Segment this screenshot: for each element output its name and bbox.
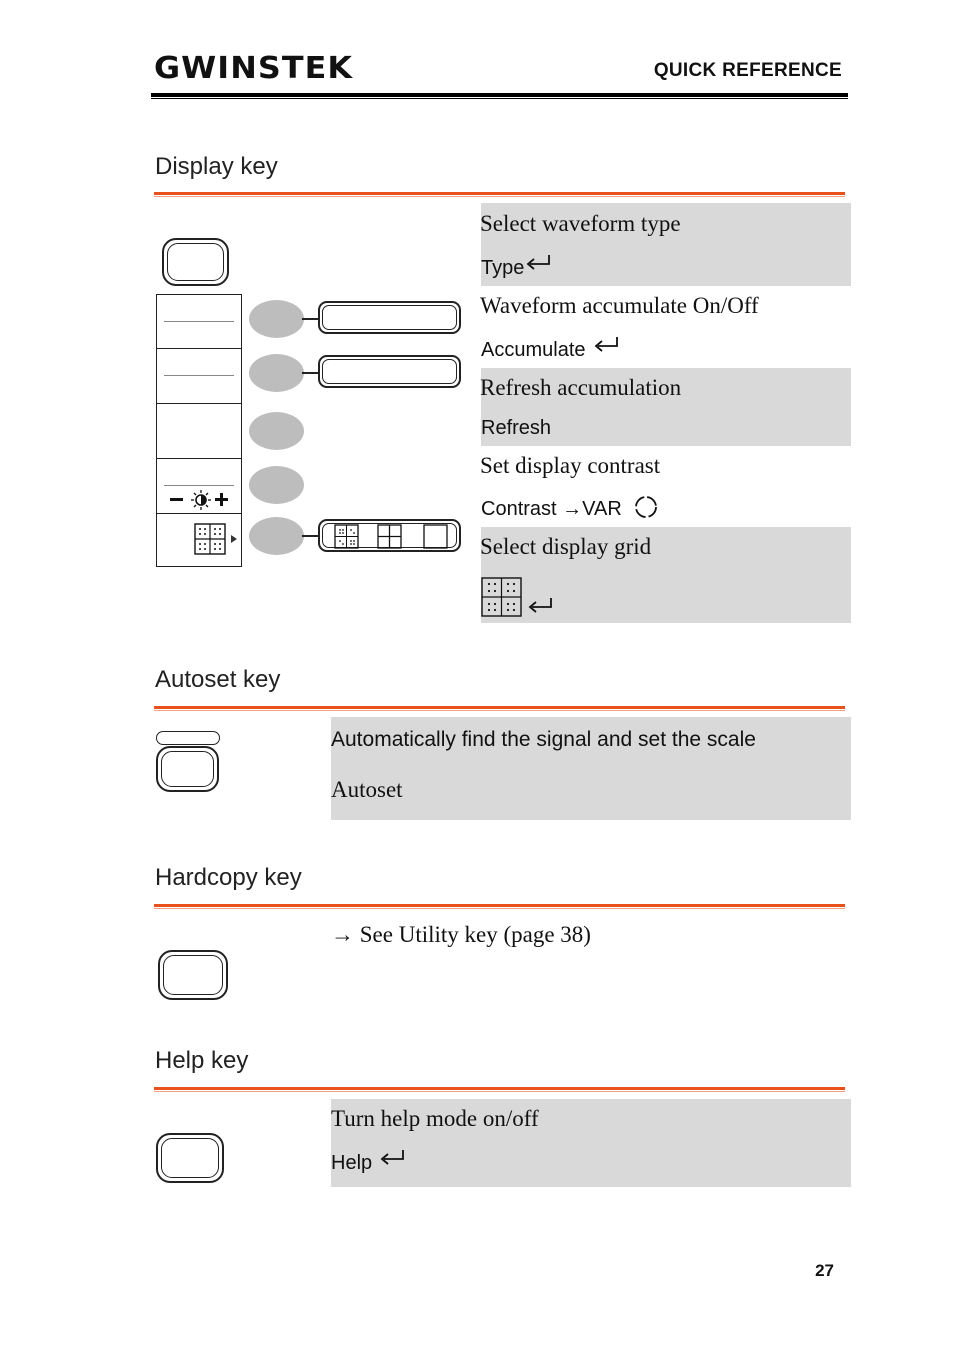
desc-refresh: Refresh accumulation (480, 375, 682, 400)
bezel-button-type[interactable] (249, 300, 304, 338)
desc-grid: Select display grid (480, 534, 652, 559)
grid-options-icons (333, 523, 453, 555)
grid-dots-icon (481, 577, 525, 624)
autoset-front-key[interactable] (156, 746, 219, 792)
desc-contrast: Set display contrast (480, 453, 661, 478)
bezel-button-refresh[interactable] (249, 412, 304, 450)
cmd-help: Help (331, 1152, 373, 1174)
soft-menu-placeholder-line (164, 375, 234, 376)
page-number: 27 (815, 1261, 834, 1280)
grid-dots-icon (194, 523, 240, 560)
header-rule (151, 93, 848, 97)
section-rule (154, 904, 845, 907)
type-option-pill (318, 301, 461, 334)
section-rule (154, 706, 845, 709)
cmd-type: Type (481, 257, 525, 279)
soft-menu-cell-accumulate (156, 348, 242, 404)
section-rule (154, 192, 845, 195)
soft-menu-placeholder-line (164, 485, 234, 486)
desc-autoset: Automatically find the signal and set the scale (331, 728, 756, 751)
section-title-help-key: Help key (155, 1047, 249, 1074)
desc-help: Turn help mode on/off (331, 1106, 539, 1131)
section-title-hardcopy-key: Hardcopy key (155, 864, 302, 891)
soft-menu-placeholder-line (164, 321, 234, 322)
section-rule-lite (154, 710, 845, 711)
autoset-key-indicator (156, 731, 220, 745)
header-title: QUICK REFERENCE (653, 60, 842, 81)
bezel-button-contrast[interactable] (249, 466, 304, 504)
cmd-autoset: Autoset (331, 777, 403, 802)
cmd-contrast: Contrast →VAR (481, 498, 622, 520)
desc-type: Select waveform type (480, 211, 681, 236)
desc-hardcopy[interactable]: → See Utility key (page 38) (331, 922, 591, 947)
enter-return-icon (525, 253, 552, 278)
desc-accumulate: Waveform accumulate On/Off (480, 293, 759, 318)
gwinstek-logo: GWINSTEK (154, 51, 354, 86)
section-rule-lite (154, 908, 845, 909)
contrast-minus-sun-plus-icon (170, 490, 232, 515)
hardcopy-front-key[interactable] (158, 950, 228, 1000)
enter-return-icon (527, 596, 554, 621)
accumulate-option-pill (318, 355, 461, 388)
cmd-refresh: Refresh (481, 417, 552, 439)
help-front-key[interactable] (156, 1133, 224, 1183)
header-rule-thin (151, 98, 848, 99)
section-rule-lite (154, 1091, 845, 1092)
display-front-key[interactable] (162, 238, 229, 286)
enter-return-icon (379, 1148, 406, 1173)
section-rule-lite (154, 196, 845, 197)
bezel-button-grid[interactable] (249, 517, 304, 555)
variable-knob-icon (631, 494, 661, 527)
section-title-display-key: Display key (155, 153, 278, 180)
soft-menu-cell-refresh (156, 403, 242, 459)
enter-return-icon (593, 335, 620, 360)
section-rule (154, 1087, 845, 1090)
section-title-autoset-key: Autoset key (155, 666, 281, 693)
bezel-button-accumulate[interactable] (249, 354, 304, 392)
cmd-accumulate: Accumulate (481, 339, 586, 361)
